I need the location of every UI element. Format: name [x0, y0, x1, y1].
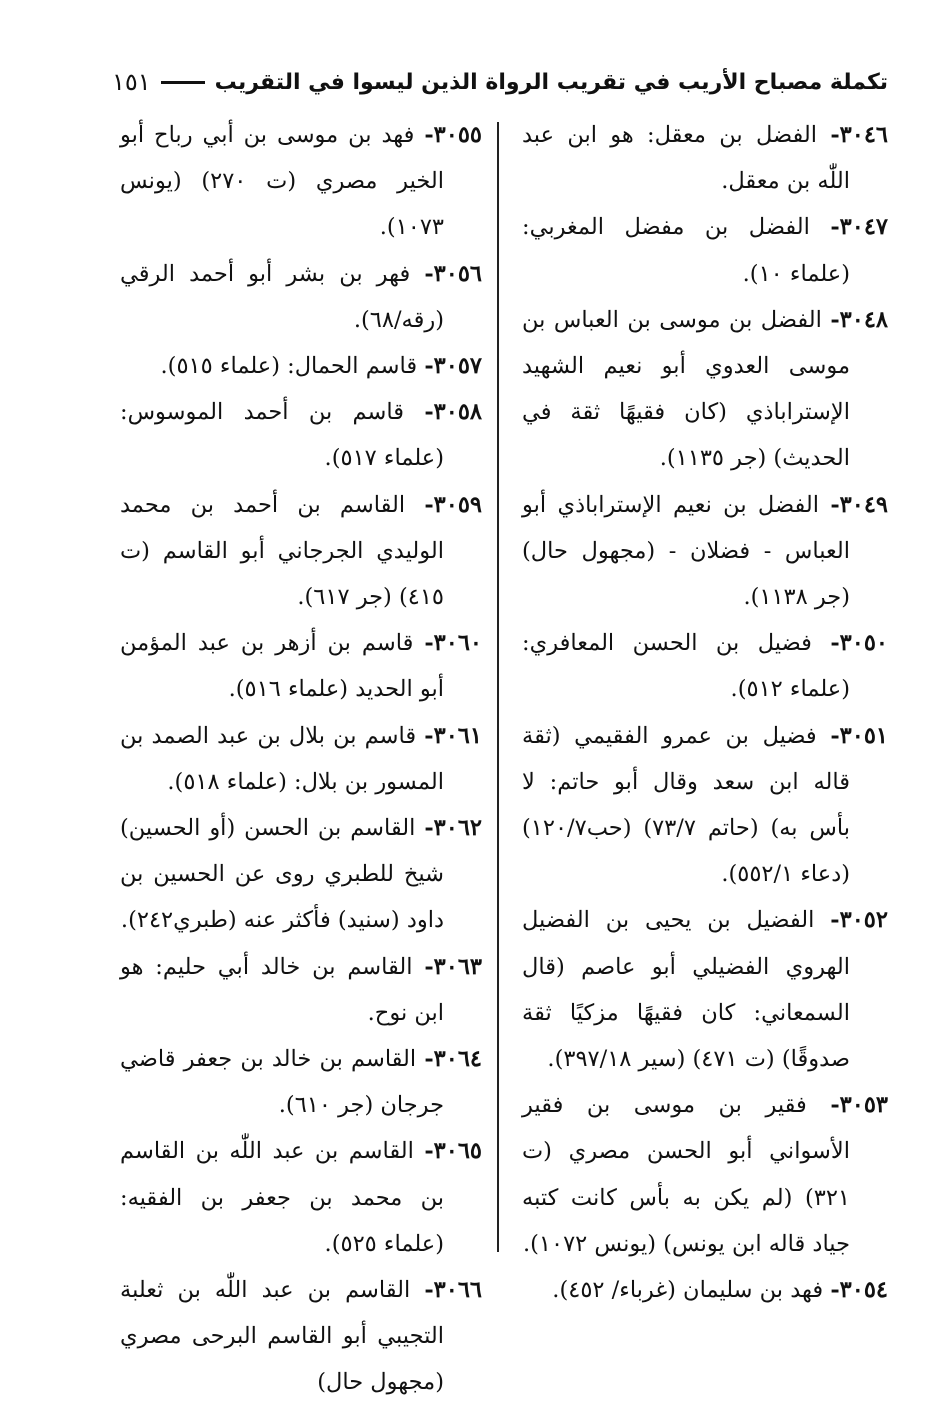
entry-text: الفضل بن موسى بن العباس بن موسى العدوي أبو نعيم الشهيد الإستراباذي (كان فقيهًا ثقة في الحديث) (جر ١١٣٥).	[522, 306, 850, 472]
page-number: ١٥١	[112, 68, 151, 96]
entry-number: ٣٠٦٤-	[424, 1046, 483, 1073]
entry-3065	[120, 1128, 482, 1267]
entry-number: ٣٠٥٨-	[424, 399, 482, 426]
entry-3054	[522, 1267, 888, 1313]
entry-text: فهر بن بشر أبو أحمد الرقي (رقه/٦٨).	[120, 260, 444, 333]
entry-3048	[522, 297, 888, 482]
entry-number: ٣٠٤٦-	[830, 122, 888, 148]
entry-number: ٣٠٦٥-	[424, 1138, 483, 1165]
entry-number: ٣٠٥٢-	[830, 907, 888, 934]
entry-3066	[120, 1267, 482, 1406]
entry-number: ٣٠٥٤-	[830, 1277, 888, 1304]
entry-text: الفضل بن نعيم الإستراباذي أبو العباس - فضلان - (مجهول حال) (جر ١١٣٨).	[522, 491, 850, 611]
entry-text: القاسم بن أحمد بن محمد الوليدي الجرجاني أبو القاسم (ت ٤١٥) (جر ٦١٧).	[120, 491, 444, 611]
left-column	[120, 112, 482, 1406]
entry-number: ٣٠٦٠-	[424, 630, 482, 657]
entry-3055	[120, 112, 482, 251]
entry-text: قاسم بن بلال بن عبد الصمد بن المسور بن بلال: (علماء ٥١٨).	[120, 722, 444, 795]
entry-3062	[120, 805, 482, 944]
entry-3046	[522, 112, 888, 204]
entry-3056	[120, 251, 482, 343]
entry-number: ٣٠٦١-	[424, 722, 482, 749]
entry-number: ٣٠٥٠-	[830, 630, 888, 657]
entry-text: الفضيل بن يحيى بن الفضيل الهروي الفضيلي أبو عاصم (قال السمعاني: كان فقيهًا مزكيًا ثقة صدوقًا) (ت ٤٧١) (سير ٣٩٧/١٨).	[522, 907, 850, 1073]
entry-3051	[522, 713, 888, 898]
entry-text: فضيل بن الحسن المعافري: (علماء ٥١٢).	[522, 630, 850, 703]
right-column	[522, 112, 888, 1313]
entry-number: ٣٠٥٧-	[424, 353, 482, 380]
entry-3063	[120, 944, 482, 1036]
entry-3060	[120, 620, 482, 712]
entry-3050	[522, 620, 888, 712]
entry-3047	[522, 204, 888, 296]
entry-3057	[120, 343, 482, 389]
entry-text: قاسم بن أزهر بن عبد المؤمن أبو الحديد (علماء ٥١٦).	[120, 630, 444, 703]
entry-3061	[120, 713, 482, 805]
entry-text: فضيل بن عمرو الفقيمي (ثقة قاله ابن سعد وقال أبو حاتم: لا بأس به) (حاتم ٧٣/٧) (حب١٢٠/٧) (دعاء ٥٥٢/١).	[522, 722, 850, 888]
entry-text: قاسم بن أحمد الموسوس: (علماء ٥١٧).	[120, 399, 444, 472]
entry-number: ٣٠٥١-	[830, 722, 888, 749]
running-title: تكملة مصباح الأريب في تقريب الرواة الذين ليسوا في التقريب	[214, 69, 888, 95]
entry-3053	[522, 1082, 888, 1267]
entry-number: ٣٠٦٦-	[424, 1277, 483, 1304]
entry-text: القاسم بن الحسن (أو الحسين) شيخ للطبري روى عن الحسين بن داود (سنيد) فأكثر عنه (طبري٢٤٢).	[120, 815, 444, 934]
entry-3052	[522, 897, 888, 1082]
entry-number: ٣٠٦٢-	[424, 815, 483, 842]
entry-text: فهد بن موسى بن أبي رباح أبو الخير مصري (ت ٢٧٠) (يونس ١٠٧٣).	[120, 122, 445, 241]
entry-text: قاسم الحمال: (علماء ٥١٥).	[160, 353, 418, 380]
entry-number: ٣٠٥٥-	[424, 122, 482, 148]
entry-3058	[120, 389, 482, 481]
entry-number: ٣٠٥٣-	[830, 1092, 888, 1119]
entry-text: القاسم بن عبد اللّٰه بن ثعلبة التجيبي أبو القاسم البرحى مصري (مجهول حال)	[120, 1277, 444, 1396]
entry-number: ٣٠٤٨-	[830, 306, 889, 333]
running-header	[112, 62, 888, 102]
entry-text: فقير بن موسى بن فقير الأسواني أبو الحسن مصري (ت ٣٢١) (لم يكن به بأس كانت كتبه جياد قاله ابن يونس) (يونس ١٠٧٢).	[522, 1092, 850, 1257]
entry-number: ٣٠٤٩-	[830, 491, 888, 518]
entry-3049	[522, 482, 888, 621]
entry-number: ٣٠٥٦-	[424, 260, 483, 287]
entry-3064	[120, 1036, 482, 1128]
entry-text: فهد بن سليمان (غرباء/ ٤٥٢).	[552, 1277, 824, 1304]
entry-text: القاسم بن عبد اللّٰه بن القاسم بن محمد بن جعفر بن الفقيه: (علماء ٥٢٥).	[120, 1138, 444, 1257]
entry-3059	[120, 482, 482, 621]
entry-text: الفضل بن معقل: هو ابن عبد اللّٰه بن معقل.	[522, 122, 850, 195]
entry-text: الفضل بن مفضل المغربي: (علماء ١٠).	[522, 214, 850, 287]
entry-text: القاسم بن خالد بن جعفر قاضي جرجان (جر ٦١٠).	[120, 1046, 444, 1119]
entry-number: ٣٠٦٣-	[424, 953, 482, 980]
entry-text: القاسم بن خالد أبي حليم: هو ابن نوح.	[120, 953, 444, 1026]
entry-number: ٣٠٤٧-	[830, 214, 888, 241]
column-divider	[497, 122, 499, 1252]
header-rule	[161, 81, 205, 84]
entry-number: ٣٠٥٩-	[424, 491, 482, 518]
